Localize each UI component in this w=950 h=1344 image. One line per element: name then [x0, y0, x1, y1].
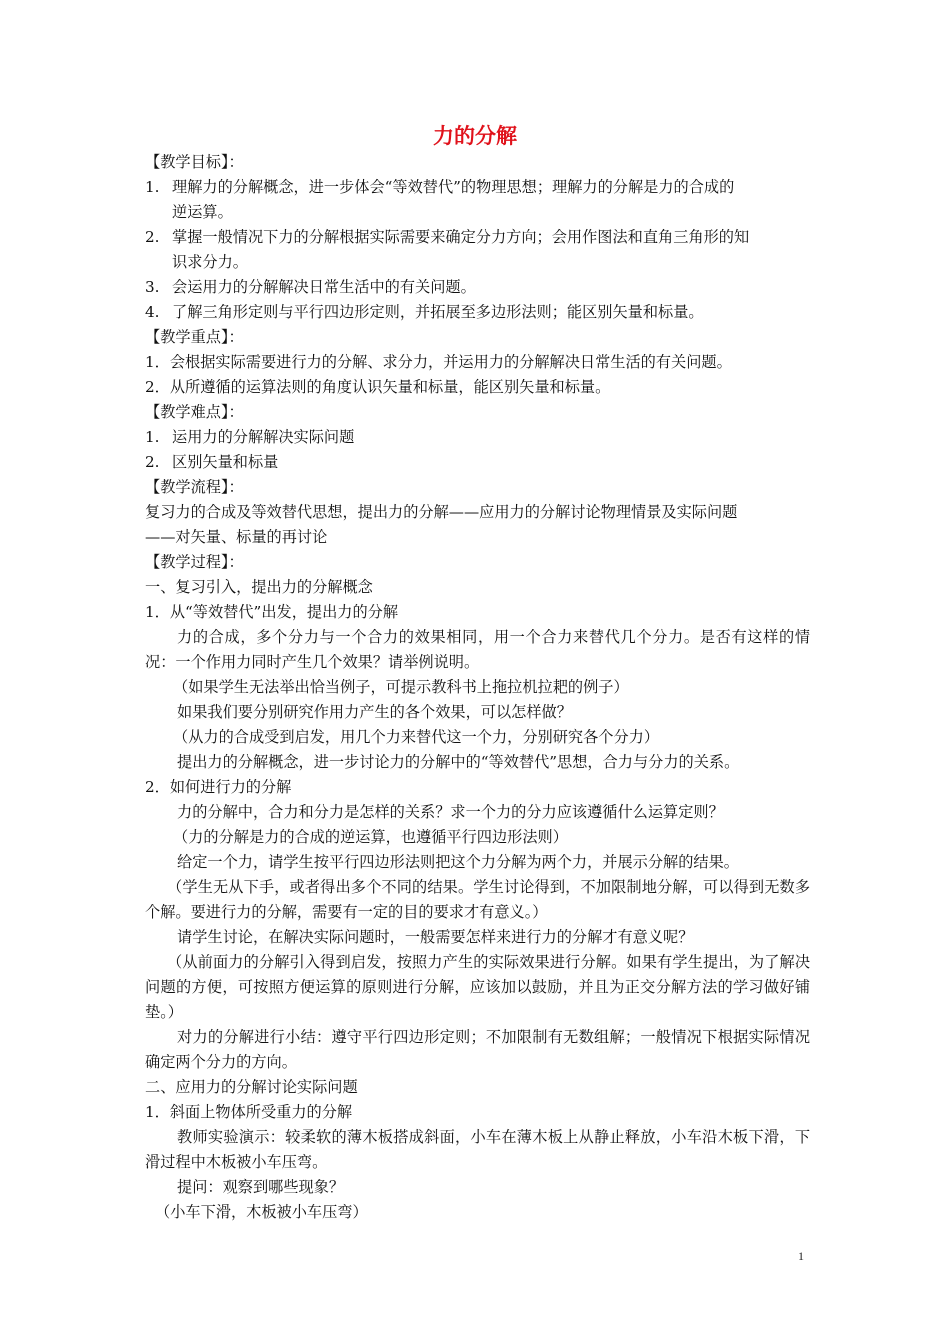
goal-item-2-continuation: 识求分力。	[172, 253, 248, 271]
goal-item-1	[145, 175, 810, 200]
section-heading-2: 二、应用力的分解讨论实际问题	[145, 1078, 358, 1096]
subsection-heading-1-2: 2．如何进行力的分解	[145, 778, 292, 796]
process-header: 【教学过程】：	[145, 553, 244, 571]
paragraph: （如果学生无法举出恰当例子，可提示教科书上拖拉机拉耙的例子）	[173, 678, 629, 696]
paragraph: 对力的分解进行小结：遵守平行四边形定则；不加限制有无数组解；一般情况下根据实际情况确定两个分力的方向。	[145, 1028, 810, 1071]
goal-text: 了解三角形定则与平行四边形定则，并拓展至多边形法则；能区别矢量和标量。	[172, 303, 704, 321]
difficulty-item-2	[145, 450, 810, 475]
paragraph: 教师实验演示：较柔软的薄木板搭成斜面，小车在薄木板上从静止释放，小车沿木板下滑，下滑过程中木板被小车压弯。	[145, 1128, 810, 1171]
paragraph: （学生无从下手，或者得出多个不同的结果。学生讨论得到，不加限制地分解，可以得到无数多个解。要进行力的分解，需要有一定的目的要求才有意义。）	[145, 878, 810, 921]
document-body	[145, 150, 810, 1225]
paragraph: （从前面力的分解引入得到启发，按照力产生的实际效果进行分解。如果有学生提出，为了解决问题的方便，可按照方便运算的原则进行分解，应该加以鼓励，并且为正交分解方法的学习做好铺垫。）	[145, 953, 810, 1021]
paragraph: 提出力的分解概念，进一步讨论力的分解中的“等效替代”思想，合力与分力的关系。	[177, 753, 740, 771]
difficulty-text: 区别矢量和标量	[172, 453, 279, 471]
subsection-heading-2-1: 1．斜面上物体所受重力的分解	[145, 1103, 353, 1121]
goal-text: 会运用力的分解解决日常生活中的有关问题。	[172, 278, 476, 296]
goal-item-1-continuation: 逆运算。	[172, 203, 233, 221]
page-title: 力的分解	[433, 124, 517, 148]
goal-item-2	[145, 225, 810, 250]
difficulty-text: 运用力的分解解决实际问题	[172, 428, 355, 446]
page-number: 1	[798, 1249, 804, 1263]
key-point-2: 2．从所遵循的运算法则的角度认识矢量和标量，能区别矢量和标量。	[145, 378, 611, 396]
paragraph: 力的分解中，合力和分力是怎样的关系？求一个力的分力应该遵循什么运算定则？	[177, 803, 724, 821]
goal-number: 1.	[145, 178, 160, 196]
paragraph: 给定一个力，请学生按平行四边形法则把这个力分解为两个力，并展示分解的结果。	[177, 853, 739, 871]
paragraph: （力的分解是力的合成的逆运算，也遵循平行四边形法则）	[173, 828, 568, 846]
flow-header: 【教学流程】：	[145, 478, 244, 496]
paragraph: （小车下滑，木板被小车压弯）	[155, 1203, 368, 1221]
flow-text-line-2: ——对矢量、标量的再讨论	[145, 528, 328, 546]
key-points-header: 【教学重点】：	[145, 328, 244, 346]
difficulty-number: 2.	[145, 453, 160, 471]
subsection-heading-1-1: 1．从“等效替代”出发，提出力的分解	[145, 603, 399, 621]
goal-number: 4.	[145, 303, 160, 321]
paragraph: 力的合成，多个分力与一个合力的效果相同，用一个合力来替代几个分力。是否有这样的情况：一个作用力同时产生几个效果？请举例说明。	[145, 628, 810, 671]
paragraph: 提问：观察到哪些现象？	[177, 1178, 345, 1196]
difficulty-item-1	[145, 425, 810, 450]
goal-item-4	[145, 300, 810, 325]
goal-number: 3.	[145, 278, 160, 296]
difficulties-header: 【教学难点】：	[145, 403, 244, 421]
difficulty-number: 1.	[145, 428, 160, 446]
paragraph: 请学生讨论，在解决实际问题时，一般需要怎样来进行力的分解才有意义呢？	[177, 928, 694, 946]
section-heading-1: 一、复习引入，提出力的分解概念	[145, 578, 373, 596]
paragraph: 如果我们要分别研究作用力产生的各个效果，可以怎样做？	[177, 703, 572, 721]
flow-text-line-1: 复习力的合成及等效替代思想，提出力的分解——应用力的分解讨论物理情景及实际问题	[145, 503, 738, 521]
goal-text: 掌握一般情况下力的分解根据实际需要来确定分力方向；会用作图法和直角三角形的知	[172, 228, 750, 246]
goal-text: 理解力的分解概念，进一步体会“等效替代”的物理思想；理解力的分解是力的合成的	[172, 178, 735, 196]
paragraph: （从力的合成受到启发，用几个力来替代这一个力，分别研究各个分力）	[173, 728, 659, 746]
goal-item-3	[145, 275, 810, 300]
goal-number: 2.	[145, 228, 160, 246]
goals-header: 【教学目标】：	[145, 153, 244, 171]
key-point-1: 1．会根据实际需要进行力的分解、求分力，并运用力的分解解决日常生活的有关问题。	[145, 353, 732, 371]
